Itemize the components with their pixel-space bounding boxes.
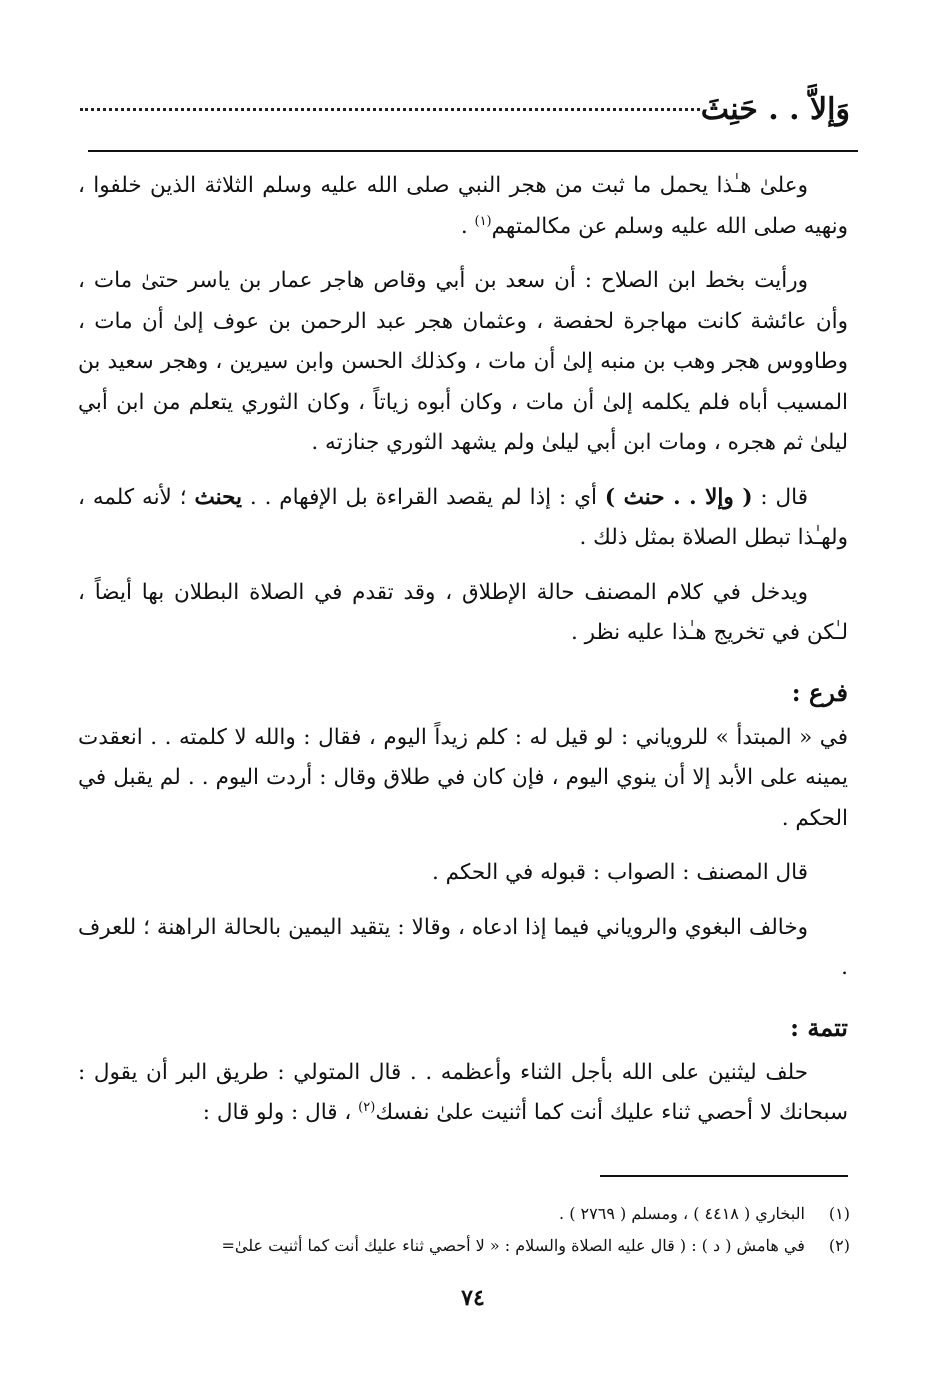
paragraph-7: وخالف البغوي والروياني فيما إذا ادعاه ، وقالا : يتقيد اليمين بالحالة الراهنة ؛ للعرف . xyxy=(78,914,848,980)
footnote-rule xyxy=(600,1175,848,1177)
footnotes xyxy=(60,1198,850,1262)
header-title: وَإلاَّ . . حَنِثَ xyxy=(700,92,850,127)
paragraph-6: قال المصنف : الصواب : قبوله في الحكم . xyxy=(431,860,808,885)
paragraph-2: ورأيت بخط ابن الصلاح : أن سعد بن أبي وقاص هاجر عمار بن ياسر حتىٰ مات ، وأن عائشة كانت مهاجرة لحفصة ، وعثمان هجر عبد الرحمن بن عوف إلىٰ أن مات ، وطاووس هجر وهب بن منبه إلىٰ أن مات ، وكذلك الحسن وابن سيرين ، وهجر سعيد بن المسيب أباه فلم يكلمه إلىٰ أن مات ، وكان أبوه زياتاً ، وكان الثوري يتعلم من ابن أبي ليلىٰ ثم هجره ، ومات ابن أبي ليلىٰ ولم يشهد الثوري جنازته . xyxy=(78,268,848,455)
main-text xyxy=(78,166,848,1148)
paragraph-5: في « المبتدأ » للروياني : لو قيل له : كلم زيداً اليوم ، فقال : والله لا كلمته . . انعقدت يمينه على الأبد إلا أن ينوي اليوم ، فإن كان في طلاق وقال : أردت اليوم . . لم يقبل في الحكم . xyxy=(78,724,848,831)
bold-term: يحنث xyxy=(194,484,242,510)
footnote-ref-2: (٢) xyxy=(358,1099,376,1115)
section-heading-far: فرع : xyxy=(791,677,848,707)
footnote-2 xyxy=(60,1230,850,1262)
header-leader-dots xyxy=(80,108,700,111)
section-heading-tatimma: تتمة : xyxy=(790,1012,848,1042)
paragraph-3: قال : ( وإلا . . حنث ) أي : إذا لم يقصد القراءة بل الإفهام . . يحنث ؛ لأنه كلمه ، ولهـٰذا تبطل الصلاة بمثل ذلك . xyxy=(78,484,848,550)
footnote-number: (٢) xyxy=(828,1236,850,1255)
footnote-1 xyxy=(60,1198,850,1230)
header-rule xyxy=(88,150,858,152)
page-number: ٧٤ xyxy=(461,1285,485,1311)
quoted-text: ( وإلا . . حنث ) xyxy=(604,484,753,510)
footnote-text: في هامش ( د ) : ( قال عليه الصلاة والسلام : « لا أحصي ثناء عليك أنت كما أثنيت علىٰ= xyxy=(221,1236,805,1255)
footnote-number: (١) xyxy=(828,1204,850,1223)
paragraph-1: وعلىٰ هـٰذا يحمل ما ثبت من هجر النبي صلى الله عليه وسلم الثلاثة الذين خلفوا ، ونهيه صلى الله عليه وسلم عن مكالمتهم$^{(١)}$ . xyxy=(78,173,848,239)
paragraph-8: حلف ليثنين على الله بأجل الثناء وأعظمه . . قال المتولي : طريق البر أن يقول : سبحانك لا أحصي ثناء عليك أنت كما أثنيت علىٰ نفسك$^{(٢)}$ ، قال : ولو قال : xyxy=(78,1059,848,1125)
footnote-ref-1: (١) xyxy=(474,213,492,229)
running-header xyxy=(80,92,850,132)
footnote-text: البخاري ( ٤٤١٨ ) ، ومسلم ( ٢٧٦٩ ) . xyxy=(559,1204,805,1223)
paragraph-4: ويدخل في كلام المصنف حالة الإطلاق ، وقد تقدم في الصلاة البطلان بها أيضاً ، لـٰكن في تخريج هـٰذا عليه نظر . xyxy=(78,579,848,645)
